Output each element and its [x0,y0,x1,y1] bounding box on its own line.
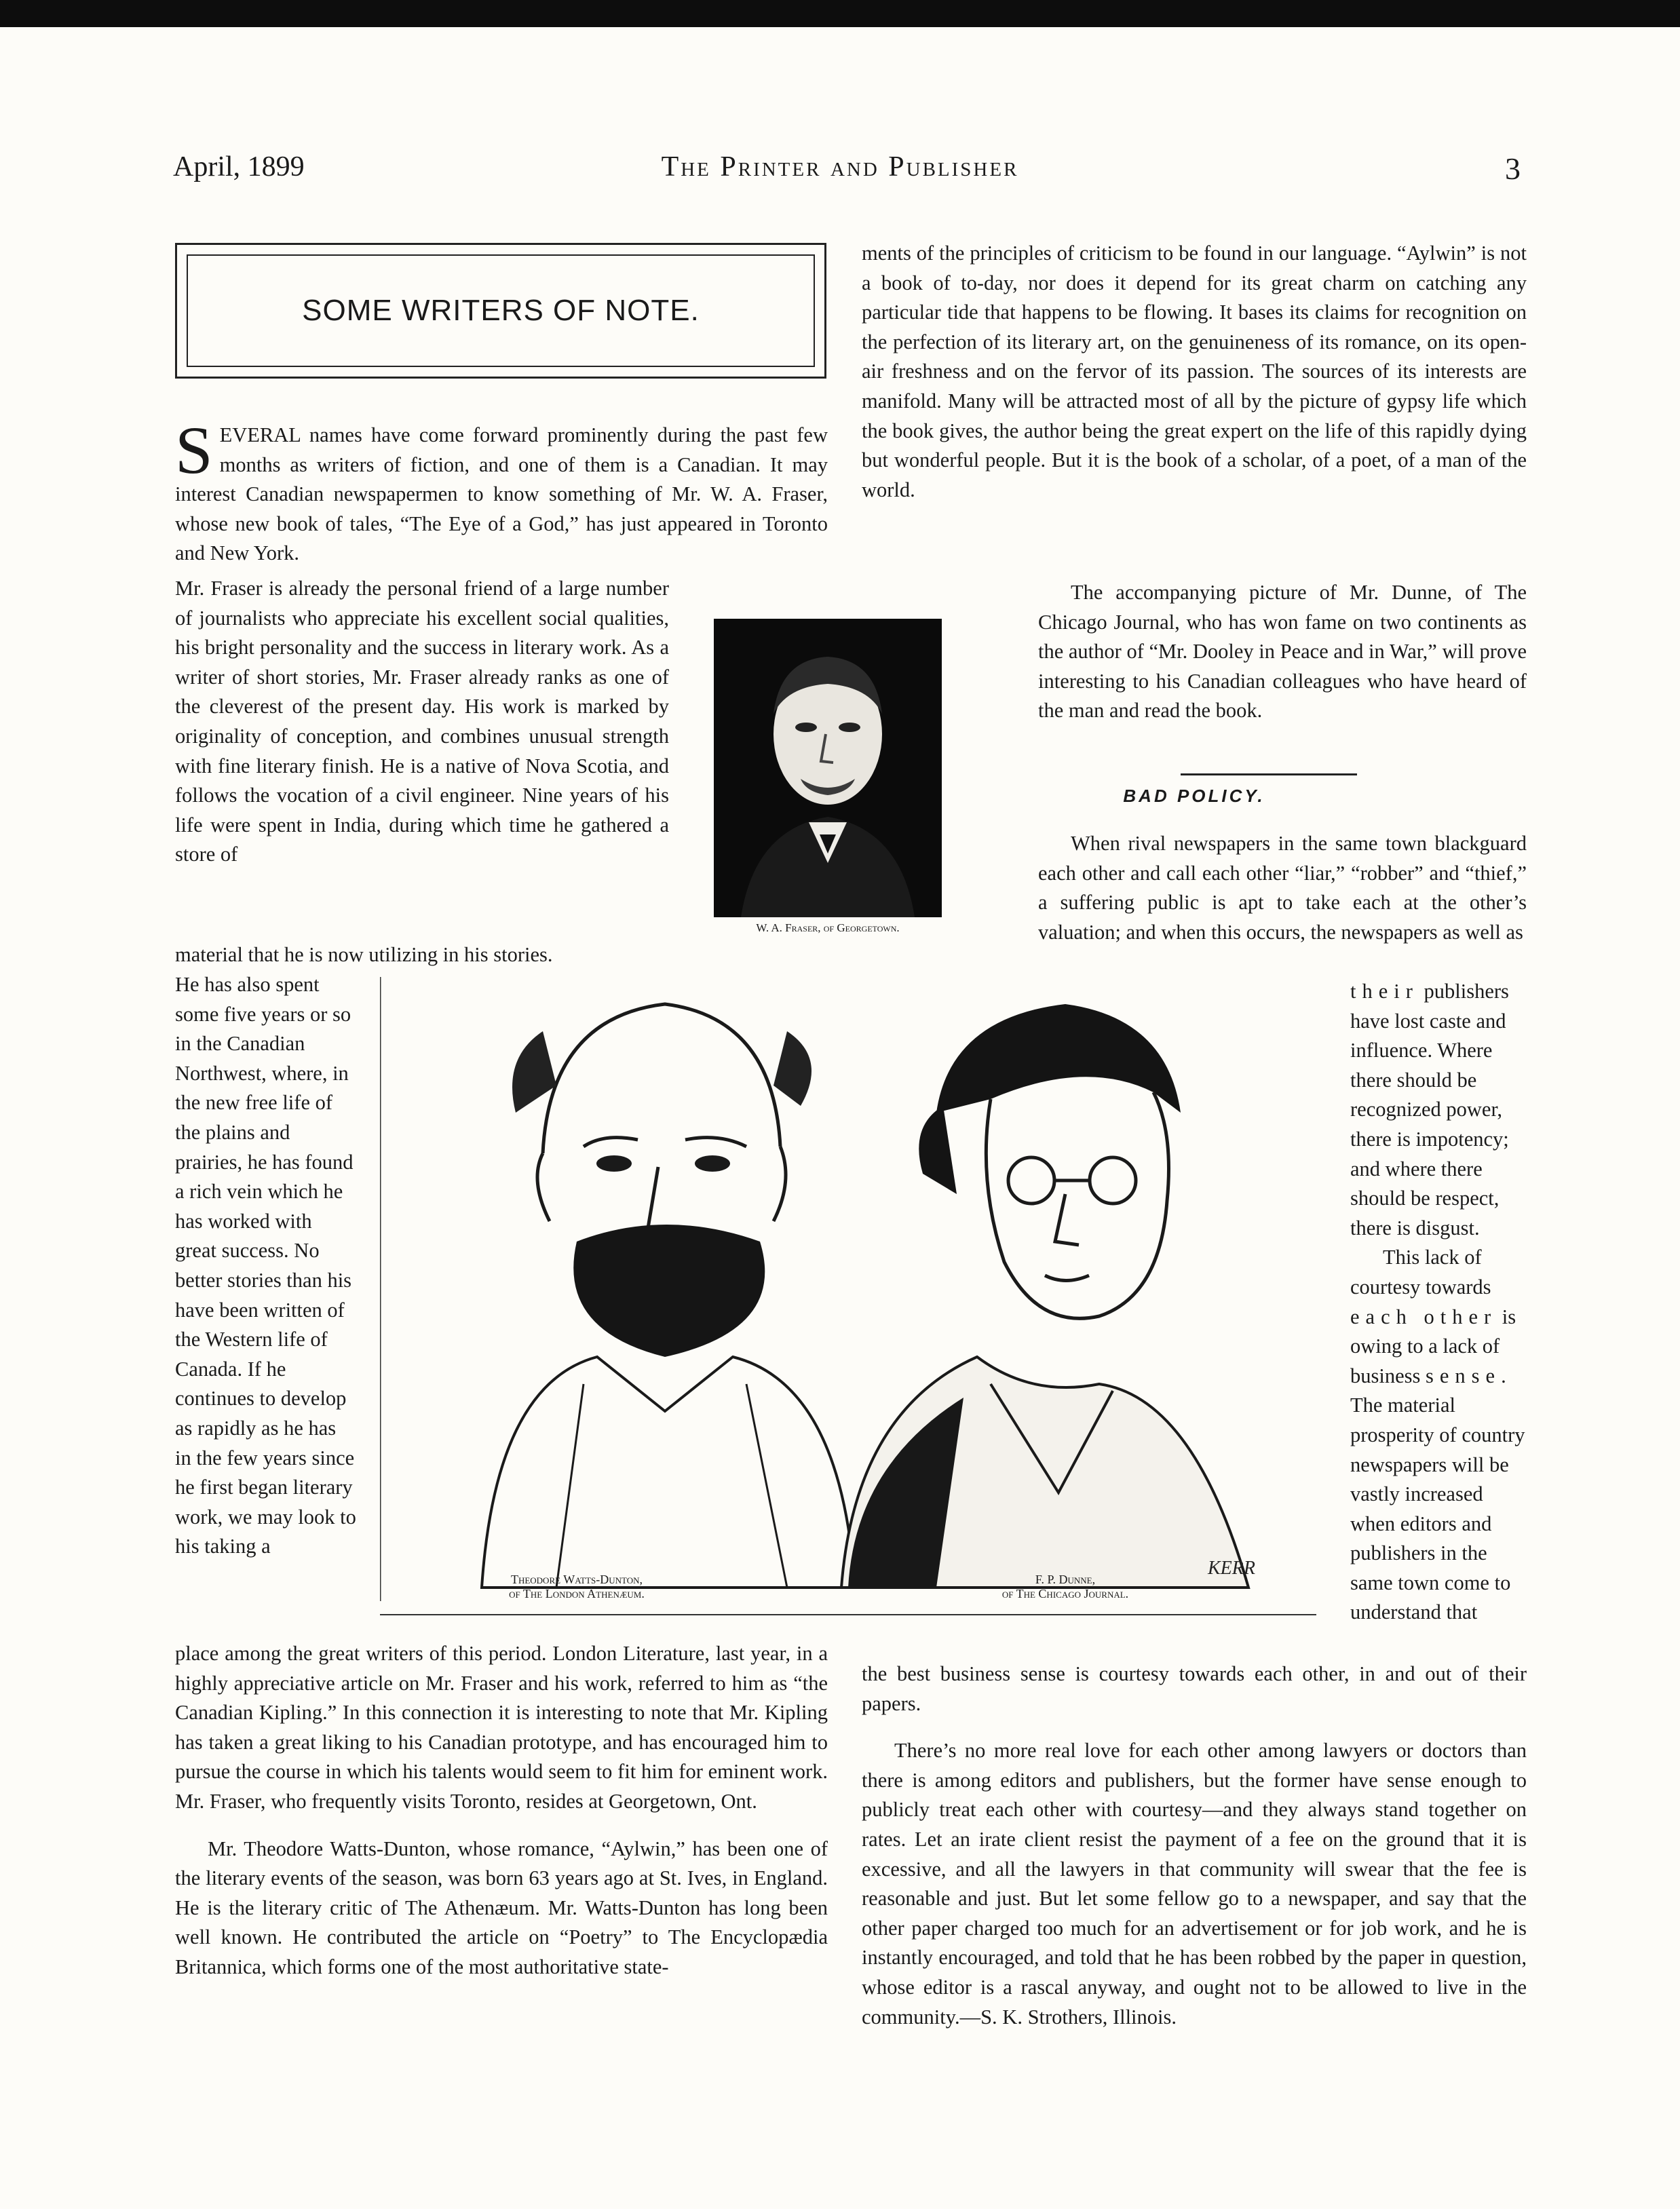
drop-cap: S [175,412,213,488]
fraser-caption: W. A. Fraser, of Georgetown. [756,921,900,934]
fraser-paragraph-cont: material that he is now utilizing in his stories. [175,943,553,966]
scan-top-border [0,0,1680,27]
page-number: 3 [1505,151,1521,186]
fraser-conclusion: place among the great writers of this period. London Literature, last year, in a highly appreciative article on Mr. Fraser and his work, referred to him as “the Canadian Kipling.” In this connection it is interesting to note that Mr. Kipling has taken a great liking to his Canadian prototype, and has encouraged him to pursue the course in which his talents would seem to fit him for eminent work. Mr. Fraser, who frequently visits Toronto, resides at Georgetown, Ont. Mr. Theodore Watts-Dunton, whose romance, “Aylwin,” has been one of the literary events of the season, was born 63 years ago at St. Ives, in England. He is the literary critic of The Athenæum. Mr. Watts-Dunton has long been well known. He contributed the article on “Poetry” to The Encyclopædia Britannica, which forms one of the most authoritative state- [175,1642,828,1978]
lead-paragraph [175,412,828,569]
bad-policy-narrow: their publishers have lost caste and influence. Where there should be recognized power, there is impotency; and where there should be respect, there is disgust. This lack of courtesy towards each other is owing to a lack of business sense. The material prosperity of country newspapers will be vastly increased when editors and publishers in the same town come to understand that [1350,980,1525,1624]
bad-policy-paragraph: When rival newspapers in the same town blackguard each other and call each other “liar,” “robber” and “thief,” a suffering public is apt to take each at the other’s valuation; and when this occurs, the newspapers as well as [1038,832,1527,944]
column-gutter [844,244,845,2178]
section-rule [1181,773,1357,775]
bad-policy-title: BAD POLICY. [1123,786,1265,806]
watts-caption: Theodore Watts-Dunton, of The London Athenæum. [509,1573,645,1600]
fraser-paragraph: Mr. Fraser is already the personal friend of a large number of journalists who appreciate his excellent social qualities, his bright personality and the success in literary work. As a writer of short stories, Mr. Fraser already ranks as one of the cleverest of the present day. His work is marked by originality of conception, and combines unusual strength with fine literary finish. He is a native of Nova Scotia, and follows the vocation of a civil engineer. Nine years of his life were spent in India, during which time he gathered a store of [175,577,669,866]
running-header [0,151,1680,191]
dunne-paragraph: The accompanying picture of Mr. Dunne, of The Chicago Journal, who has won fame on two continents as the author of “Mr. Dooley in Peace and in War,” will prove interesting to his Canadian colleagues who have heard of the man and read the book. [1038,581,1527,723]
aylwin-continuation: ments of the principles of criticism to be found in our language. “Aylwin” is not a book of to-day, nor does it depend for its great charm on catching any particular tide that happens to be flowing. It bases its claims for recognition on the perfection of its literary art, on the genuineness of its romance, on its open-air freshness and on the fervor of its passion. The sources of its interests are manifold. Many will be attracted most of all by the picture of gypsy life which the book gives, the author being the great expert on the life of this rapidly dying but wonderful people. But it is the book of a scholar, of a poet, of a man of the world. [862,242,1527,501]
issue-date: April, 1899 [173,151,305,183]
publication-title: The Printer and Publisher [661,151,1019,183]
artist-signature: KERR [1208,1558,1255,1579]
article-title: SOME WRITERS OF NOTE. [302,294,700,327]
article-title-box [175,243,826,379]
bad-policy-conclusion: the best business sense is courtesy towards each other, in and out of their papers. There’s no more real love for each other among lawyers or doctors than there is among editors and publishers, but the former have sense enough to publicly treat each other with courtesy—and they always stand together on rates. Let an irate client resist the payment of a fee on the ground that it is excessive, and all the lawyers in that community will swear that the fee is reasonable and just. But let some fellow go to a newspaper, and say that the other paper charged too much for an advertisement or for job work, and he is instantly encouraged, and told that he has been robbed by the paper in question, whose editor is a rascal anyway, and ought not to be allowed to live in the community.—S. K. Strothers, Illinois. [862,1662,1527,2029]
fraser-narrow-column: He has also spent some five years or so in the Canadian Northwest, where, in the new free life of the plains and prairies, he has found a rich vein which he has worked with great success. No better stories than his have been written of the Western life of Canada. If he continues to develop as rapidly as he has in the few years since he first began literary work, we may look to his taking a [175,973,356,1558]
dunne-caption: F. P. Dunne, of The Chicago Journal. [1001,1573,1129,1600]
fraser-portrait [714,619,942,917]
watts-dunton-and-dunne-illustration [380,977,1323,1628]
lead-text: EVERAL names have come forward prominently during the past few months as writers of fiction, and one of them is a Canadian. It may interest Canadian newspapermen to know something of Mr. W. A. Fraser, whose new book of tales, “The Eye of a God,” has just appeared in Toronto and New York. [175,423,828,565]
